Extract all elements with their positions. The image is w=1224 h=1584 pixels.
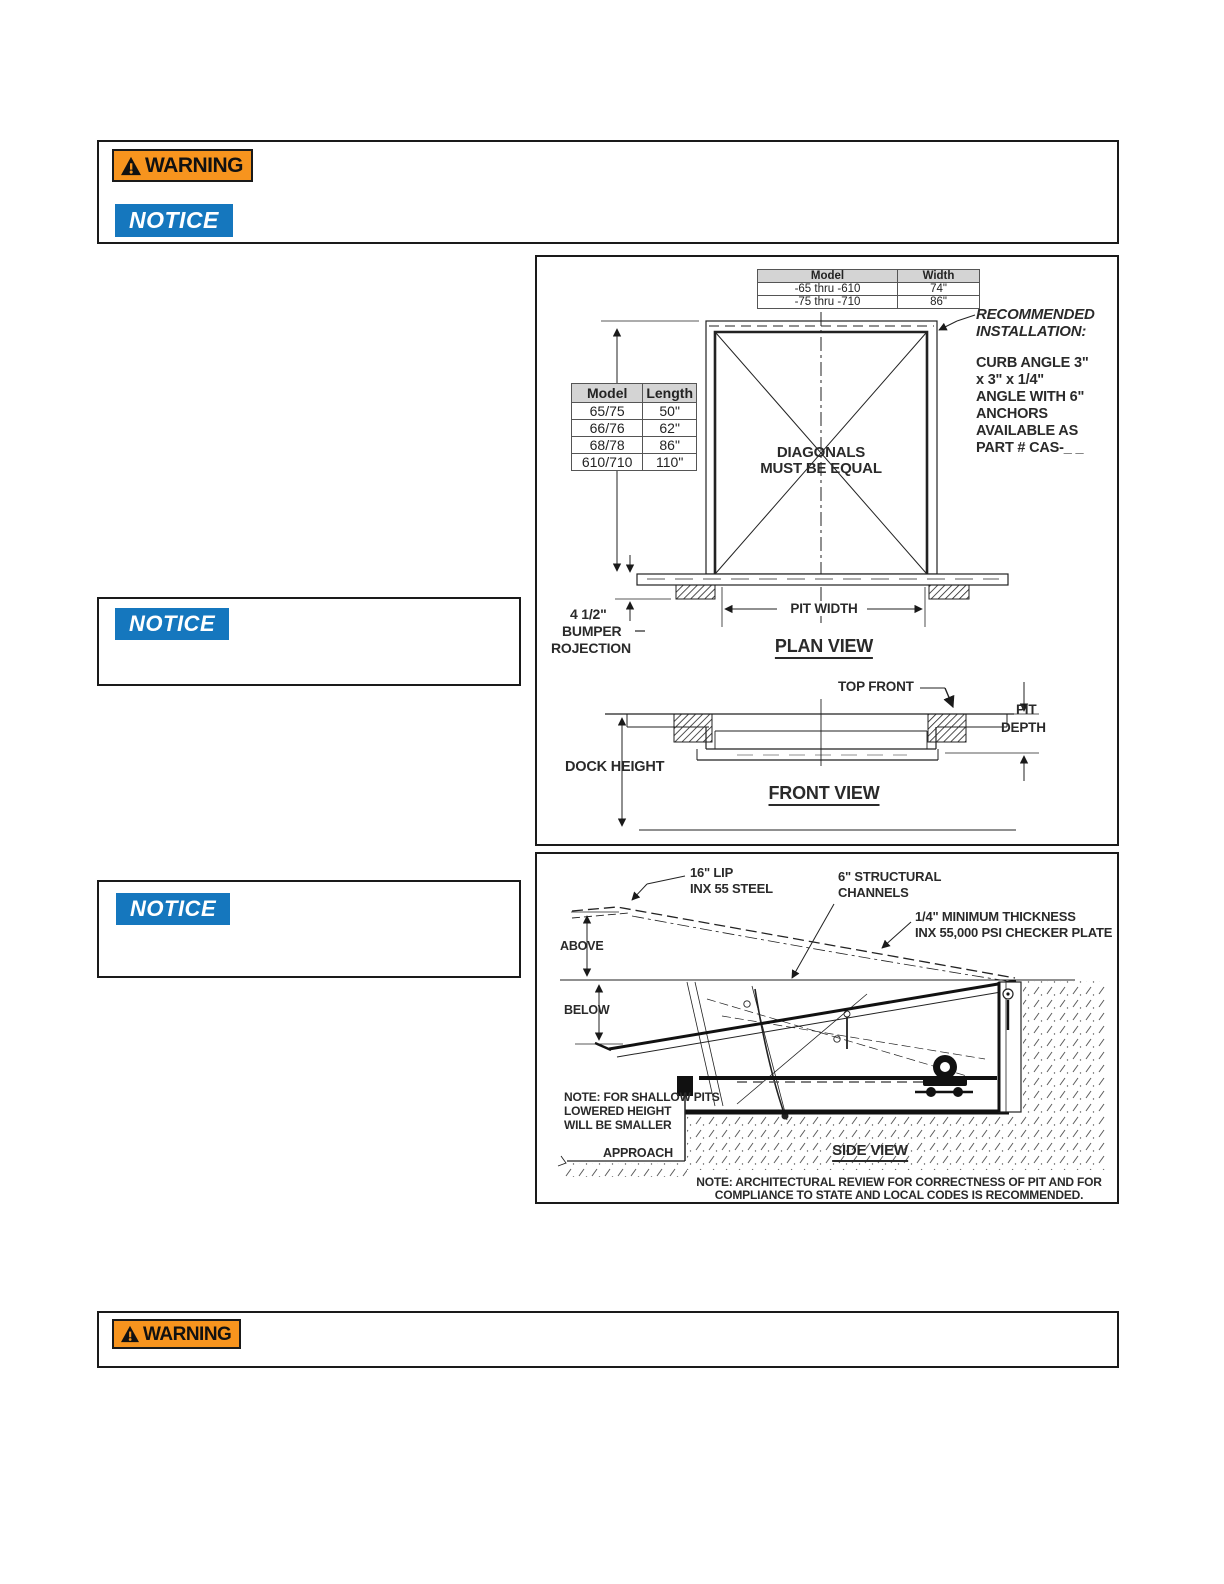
model-width-table — [757, 269, 980, 309]
curb-angle-line: ANCHORS — [976, 406, 1048, 422]
table-row — [572, 454, 697, 471]
width-table-width-header: Width — [898, 270, 980, 283]
plan-front-view-diagram-box — [535, 255, 1119, 846]
checker-plate-label-line2: INX 55,000 PSI CHECKER PLATE — [915, 925, 1113, 940]
recommended-installation-line1: RECOMMENDED — [976, 306, 1095, 323]
table-cell: 610/710 — [572, 454, 643, 471]
checker-plate-label-line1: 1/4" MINIMUM THICKNESS — [915, 909, 1076, 924]
notice-banner-label: NOTICE — [130, 896, 217, 921]
table-cell: 68/78 — [572, 437, 643, 454]
below-label: BELOW — [564, 1003, 610, 1017]
dock-height-label: DOCK HEIGHT — [565, 759, 665, 775]
front-view-title: FRONT VIEW — [769, 784, 880, 803]
table-cell: -75 thru -710 — [758, 296, 898, 309]
above-label: ABOVE — [560, 939, 604, 953]
side-view-title: SIDE VIEW — [832, 1143, 908, 1159]
warning-banner-label: WARNING — [143, 1323, 232, 1345]
curb-angle-line: CURB ANGLE 3" — [976, 355, 1089, 371]
pit-width-label: PIT WIDTH — [784, 602, 863, 616]
plan-view-title: PLAN VIEW — [775, 637, 873, 656]
table-cell: 86" — [643, 437, 697, 454]
lip-label-line2: INX 55 STEEL — [690, 881, 773, 896]
pit-depth-line1: PIT — [1016, 702, 1037, 717]
table-row — [572, 403, 697, 420]
bumper-projection-line1: 4 1/2" — [570, 606, 607, 622]
notice-box-2 — [97, 880, 521, 978]
length-table-length-header: Length — [643, 384, 697, 403]
notice-box-1 — [97, 597, 521, 686]
warning-banner — [112, 1319, 241, 1349]
notice-banner — [115, 204, 233, 237]
shallow-pit-note-line1: NOTE: FOR SHALLOW PITS — [564, 1090, 720, 1104]
warning-banner-label: WARNING — [145, 154, 243, 177]
top-front-label: TOP FRONT — [838, 679, 914, 694]
bottom-warning-box — [97, 1311, 1119, 1368]
architectural-note-line2: COMPLIANCE TO STATE AND LOCAL CODES IS RECOMMENDED. — [714, 1188, 1084, 1202]
warning-triangle-icon — [120, 1325, 140, 1343]
bumper-projection-line2: BUMPER — [562, 623, 622, 639]
table-cell: 74" — [898, 283, 980, 296]
warning-banner — [112, 149, 253, 182]
shallow-pit-note-line2: LOWERED HEIGHT — [564, 1104, 672, 1118]
curb-angle-line: AVAILABLE AS — [976, 423, 1079, 439]
curb-angle-line: PART # CAS-_ _ — [976, 440, 1084, 456]
table-cell: -65 thru -610 — [758, 283, 898, 296]
table-row — [572, 437, 697, 454]
length-table-model-header: Model — [572, 384, 643, 403]
width-table-model-header: Model — [758, 270, 898, 283]
table-row — [758, 283, 980, 296]
diagonals-note-line2: MUST BE EQUAL — [760, 460, 882, 477]
curb-angle-line: x 3" x 1/4" — [976, 372, 1044, 388]
warning-triangle-icon — [120, 156, 142, 176]
table-row — [758, 296, 980, 309]
curb-angle-line: ANGLE WITH 6" — [976, 389, 1085, 405]
plan-front-view-linework — [537, 257, 1117, 844]
shallow-pit-note-line3: WILL BE SMALLER — [564, 1118, 672, 1132]
channels-label-line1: 6" STRUCTURAL — [838, 869, 942, 884]
table-cell: 65/75 — [572, 403, 643, 420]
table-row — [572, 384, 697, 403]
notice-banner-label: NOTICE — [129, 611, 216, 636]
table-cell: 62" — [643, 420, 697, 437]
approach-label: APPROACH — [603, 1146, 673, 1160]
model-length-table — [571, 383, 697, 471]
table-cell: 50" — [643, 403, 697, 420]
table-cell: 86" — [898, 296, 980, 309]
pit-depth-line2: DEPTH — [1001, 720, 1046, 735]
recommended-installation-line2: INSTALLATION: — [976, 323, 1087, 340]
diagonals-note-line1: DIAGONALS — [776, 444, 866, 461]
top-warning-notice-box — [97, 140, 1119, 244]
channels-label-line2: CHANNELS — [838, 885, 909, 900]
notice-banner — [116, 893, 230, 925]
table-row — [572, 420, 697, 437]
table-cell: 66/76 — [572, 420, 643, 437]
notice-banner — [115, 608, 229, 640]
bumper-projection-line3: ROJECTION — [551, 640, 631, 656]
table-cell: 110" — [643, 454, 697, 471]
table-row — [758, 270, 980, 283]
architectural-note-line1: NOTE: ARCHITECTURAL REVIEW FOR CORRECTNESS OF PIT AND FOR — [696, 1175, 1102, 1189]
notice-banner-label: NOTICE — [129, 207, 219, 233]
lip-label-line1: 16" LIP — [690, 865, 734, 880]
side-view-diagram-box — [535, 852, 1119, 1204]
